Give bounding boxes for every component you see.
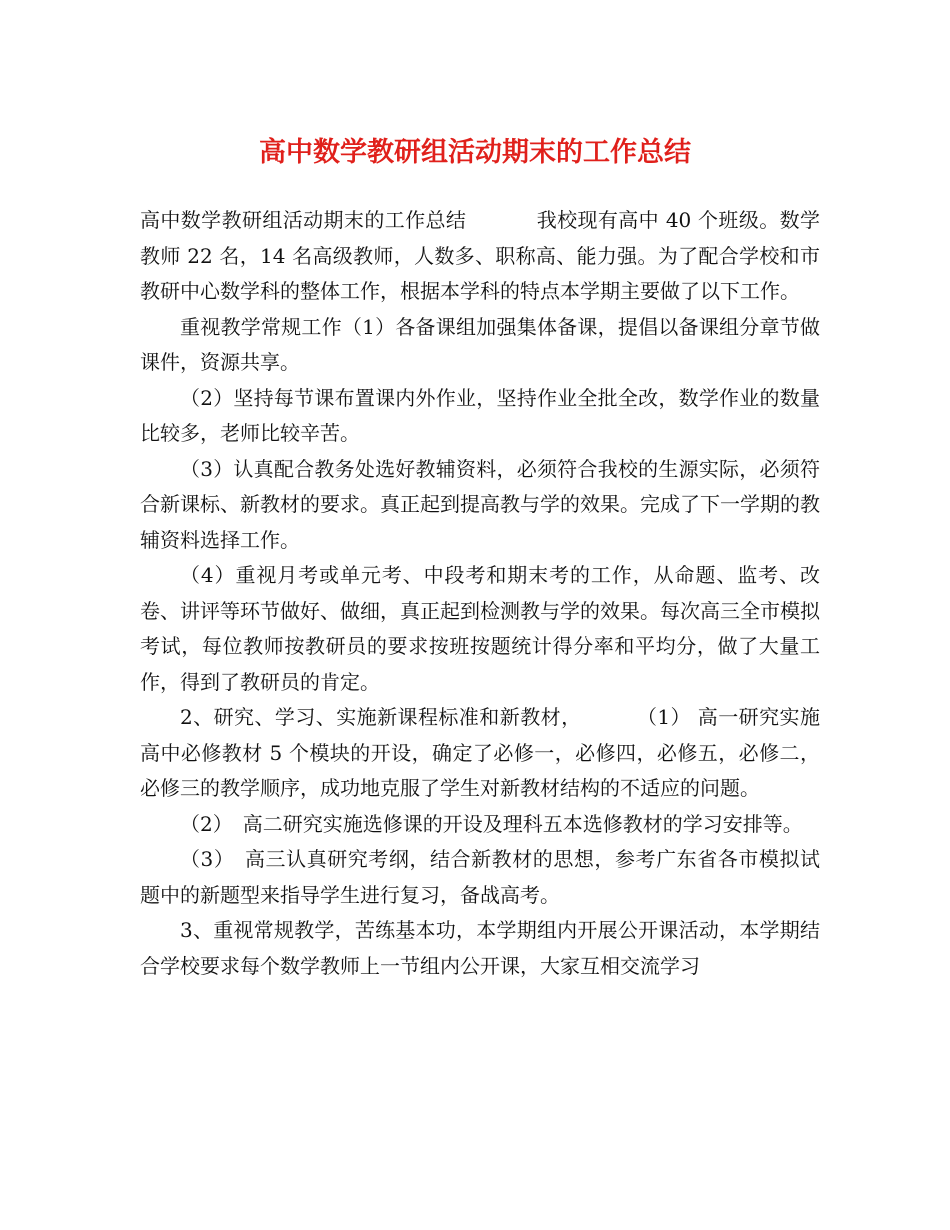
paragraph-curriculum-3-number: （3） (180, 847, 235, 871)
paragraph-curriculum-text: （1） 高一研究实施高中必修教材 5 个模块的开设，确定了必修一，必修四，必修五，必修二，必修三的教学顺序，成功地克服了学生对新教材结构的不适应的问题。 (140, 705, 820, 800)
paragraph-routine-1: 重视教学常规工作（1）各备课组加强集体备课，提倡以备课组分章节做课件，资源共享。 (140, 314, 820, 374)
document-body (140, 203, 820, 984)
document-title: 高中数学教研组活动期末的工作总结 (259, 137, 691, 168)
paragraph-intro-text: 我校现有高中 40 个班级。数学教师 22 名，14 名高级教师，人数多、职称高、能力强。为了配合学校和市教研中心数学科的整体工作，根据本学科的特点本学期主要做了以下工作。 (140, 208, 820, 303)
paragraph-curriculum-heading: 2、研究、学习、实施新课程标准和新教材， (180, 705, 582, 729)
paragraph-curriculum-3 (140, 842, 820, 913)
paragraph-curriculum-2 (140, 807, 820, 843)
paragraph-intro (140, 203, 820, 310)
paragraph-curriculum-2-text: 高二研究实施选修课的开设及理科五本选修教材的学习安排等。 (242, 811, 803, 836)
paragraph-curriculum-2-number: （2） (180, 811, 233, 836)
paragraph-curriculum-1 (140, 700, 820, 807)
paragraph-curriculum-3-text: 高三认真研究考纲，结合新教材的思想，参考广东省各市模拟试题中的新题型来指导学生进行复习，备战高考。 (140, 847, 821, 907)
paragraph-routine-4: （4）重视月考或单元考、中段考和期末考的工作，从命题、监考、改卷、讲评等环节做好、做细，真正起到检测教与学的效果。每次高三全市模拟考试，每位教师按教研员的要求按班按题统计得分率和平均分，做了大量工作，得到了教研员的肯定。 (140, 563, 820, 694)
paragraph-routine-3: （3）认真配合教务处选好教辅资料，必须符合我校的生源实际，必须符合新课标、新教材的要求。真正起到提高教与学的效果。完成了下一学期的教辅资料选择工作。 (140, 456, 820, 552)
paragraph-routine-2: （2）坚持每节课布置课内外作业，坚持作业全批全改，数学作业的数量比较多，老师比较辛苦。 (140, 385, 820, 445)
paragraph-intro-heading: 高中数学教研组活动期末的工作总结 (140, 208, 467, 232)
paragraph-practice: 3、重视常规教学，苦练基本功，本学期组内开展公开课活动，本学期结合学校要求每个数学教师上一节组内公开课，大家互相交流学习 (140, 918, 820, 978)
